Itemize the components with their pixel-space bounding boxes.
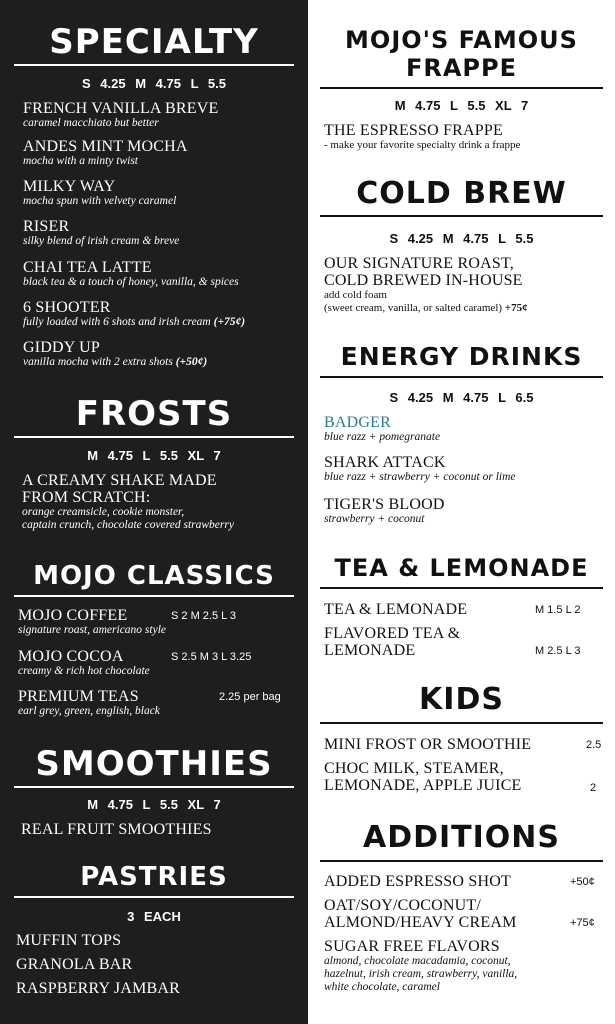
item-desc: creamy & rich hot chocolate bbox=[18, 665, 150, 677]
item-desc: silky blend of irish cream & breve bbox=[23, 235, 180, 247]
list-item bbox=[23, 218, 179, 248]
energy-prices: S 4.25 M 4.75 L 6.5 bbox=[389, 390, 534, 405]
item-price: M 1.5 L 2 bbox=[535, 604, 581, 616]
classics-rule bbox=[14, 595, 294, 597]
item-name-line2: FROM SCRATCH: bbox=[22, 489, 151, 506]
item-name-line2: LEMONADE bbox=[324, 642, 416, 659]
item-desc: blue razz + strawberry + coconut or lime bbox=[324, 471, 516, 483]
item-name: MOJO COCOA bbox=[18, 648, 124, 665]
smoothies-prices: M 4.75 L 5.5 XL 7 bbox=[87, 797, 221, 812]
frappe-rule bbox=[320, 87, 603, 89]
item-price: +75¢ bbox=[570, 917, 595, 929]
kids-rule bbox=[320, 722, 603, 724]
item-name: MILKY WAY bbox=[23, 178, 116, 195]
item-name: ANDES MINT MOCHA bbox=[23, 138, 188, 155]
item-desc: blue razz + pomegranate bbox=[324, 431, 441, 443]
item-desc-line1: orange creamsicle, cookie monster, bbox=[22, 506, 185, 518]
list-item bbox=[324, 454, 516, 484]
item-name: CHAI TEA LATTE bbox=[23, 259, 152, 276]
frappe-prices: M 4.75 L 5.5 XL 7 bbox=[394, 98, 529, 113]
additions-title: ADDITIONS bbox=[362, 820, 561, 855]
item-desc: vanilla mocha with 2 extra shots bbox=[23, 356, 173, 368]
specialty-rule bbox=[14, 64, 294, 66]
item-desc-line1: almond, chocolate macadamia, coconut, bbox=[324, 955, 511, 967]
smoothies-rule bbox=[14, 786, 294, 788]
list-item bbox=[23, 138, 188, 168]
item-name: GIDDY UP bbox=[23, 339, 101, 356]
list-item bbox=[324, 938, 517, 994]
frappe-title-line1: MOJO'S FAMOUS bbox=[345, 26, 578, 54]
item-price: 2 bbox=[590, 782, 597, 794]
item-desc: strawberry + coconut bbox=[324, 513, 425, 525]
item-extra-price: (+75¢) bbox=[213, 316, 246, 328]
item-name: MOJO COFFEE bbox=[18, 607, 128, 624]
list-item: MUFFIN TOPS bbox=[16, 932, 122, 949]
smoothies-item: REAL FRUIT SMOOTHIES bbox=[21, 821, 212, 838]
item-desc: earl grey, green, english, black bbox=[18, 705, 160, 717]
pastries-prices: 3 EACH bbox=[127, 909, 181, 924]
item-desc-line2: (sweet cream, vanilla, or salted caramel) bbox=[324, 302, 503, 314]
item-price: 2.25 per bag bbox=[219, 691, 281, 703]
item-name-line2: LEMONADE, APPLE JUICE bbox=[324, 777, 522, 794]
item-name: THE ESPRESSO FRAPPE bbox=[324, 122, 503, 139]
frosts-item bbox=[22, 472, 234, 532]
tea-rule bbox=[320, 587, 603, 589]
list-item: ADDED ESPRESSO SHOT bbox=[324, 873, 511, 890]
list-item bbox=[18, 688, 160, 718]
frappe-title-line2: FRAPPE bbox=[405, 54, 518, 82]
item-desc-line1: add cold foam bbox=[324, 289, 387, 301]
list-item bbox=[324, 414, 440, 444]
item-price: S 2 M 2.5 L 3 bbox=[171, 610, 237, 622]
item-name-line1: A CREAMY SHAKE MADE bbox=[22, 472, 217, 489]
kids-title: KIDS bbox=[419, 682, 504, 717]
item-name: TIGER'S BLOOD bbox=[324, 496, 445, 513]
specialty-prices: S 4.25 M 4.75 L 5.5 bbox=[82, 76, 226, 91]
tea-title: TEA & LEMONADE bbox=[334, 554, 589, 582]
list-item bbox=[18, 648, 150, 678]
item-name-line1: OAT/SOY/COCONUT/ bbox=[324, 897, 481, 914]
item-desc: - make your favorite specialty drink a frappe bbox=[324, 139, 521, 151]
frappe-item bbox=[324, 122, 520, 152]
coldbrew-item bbox=[324, 255, 528, 315]
item-name: PREMIUM TEAS bbox=[18, 688, 139, 705]
list-item bbox=[324, 760, 522, 794]
pastries-rule bbox=[14, 896, 294, 898]
item-name: SHARK ATTACK bbox=[324, 454, 446, 471]
item-desc-line2: captain crunch, chocolate covered strawberry bbox=[22, 519, 234, 531]
energy-rule bbox=[320, 376, 603, 378]
coldbrew-prices: S 4.25 M 4.75 L 5.5 bbox=[389, 231, 534, 246]
item-desc-line3: white chocolate, caramel bbox=[324, 981, 440, 993]
item-name: SUGAR FREE FLAVORS bbox=[324, 938, 500, 955]
item-price: +50¢ bbox=[570, 876, 595, 888]
item-desc: signature roast, americano style bbox=[18, 624, 166, 636]
list-item bbox=[23, 178, 176, 208]
list-item bbox=[324, 625, 460, 659]
frosts-rule bbox=[14, 436, 294, 438]
item-price: S 2.5 M 3 L 3.25 bbox=[171, 651, 252, 663]
specialty-title: SPECIALTY bbox=[49, 22, 259, 62]
item-name: RISER bbox=[23, 218, 70, 235]
frosts-prices: M 4.75 L 5.5 XL 7 bbox=[87, 448, 221, 463]
frosts-title: FROSTS bbox=[75, 394, 233, 434]
item-name: 6 SHOOTER bbox=[23, 299, 111, 316]
item-desc: caramel macchiato but better bbox=[23, 117, 159, 129]
list-item bbox=[23, 100, 218, 130]
item-desc: fully loaded with 6 shots and irish cream bbox=[23, 316, 211, 328]
list-item bbox=[23, 339, 207, 369]
item-name-line2: COLD BREWED IN-HOUSE bbox=[324, 272, 523, 289]
item-name-line1: CHOC MILK, STEAMER, bbox=[324, 760, 504, 777]
item-name: BADGER bbox=[324, 414, 391, 431]
item-name-line1: FLAVORED TEA & bbox=[324, 625, 461, 642]
list-item bbox=[18, 607, 166, 637]
item-desc: black tea & a touch of honey, vanilla, & spices bbox=[23, 276, 239, 288]
item-name-line2: ALMOND/HEAVY CREAM bbox=[324, 914, 517, 931]
additions-rule bbox=[320, 860, 603, 862]
coldbrew-rule bbox=[320, 215, 603, 217]
item-name-line1: OUR SIGNATURE ROAST, bbox=[324, 255, 514, 272]
list-item bbox=[23, 299, 245, 329]
energy-title: ENERGY DRINKS bbox=[340, 342, 583, 371]
item-price: M 2.5 L 3 bbox=[535, 645, 581, 657]
list-item: MINI FROST OR SMOOTHIE bbox=[324, 736, 532, 753]
right-column bbox=[308, 0, 615, 1024]
item-desc: mocha with a minty twist bbox=[23, 155, 138, 167]
list-item bbox=[324, 897, 517, 931]
classics-title: MOJO CLASSICS bbox=[33, 561, 275, 591]
item-desc: mocha spun with velvety caramel bbox=[23, 195, 177, 207]
pastries-title: PASTRIES bbox=[80, 862, 228, 892]
item-price: 2.5 bbox=[586, 739, 602, 751]
item-extra-price: +75¢ bbox=[504, 302, 528, 314]
item-name: FRENCH VANILLA BREVE bbox=[23, 100, 219, 117]
list-item: GRANOLA BAR bbox=[16, 956, 133, 973]
list-item: RASPBERRY JAMBAR bbox=[16, 980, 180, 997]
item-extra-price: (+50¢) bbox=[175, 356, 208, 368]
list-item bbox=[23, 259, 239, 289]
coldbrew-title: COLD BREW bbox=[356, 176, 567, 211]
item-desc-line2: hazelnut, irish cream, strawberry, vanilla, bbox=[324, 968, 518, 980]
list-item: TEA & LEMONADE bbox=[324, 601, 468, 618]
list-item bbox=[324, 496, 445, 526]
smoothies-title: SMOOTHIES bbox=[35, 744, 273, 784]
